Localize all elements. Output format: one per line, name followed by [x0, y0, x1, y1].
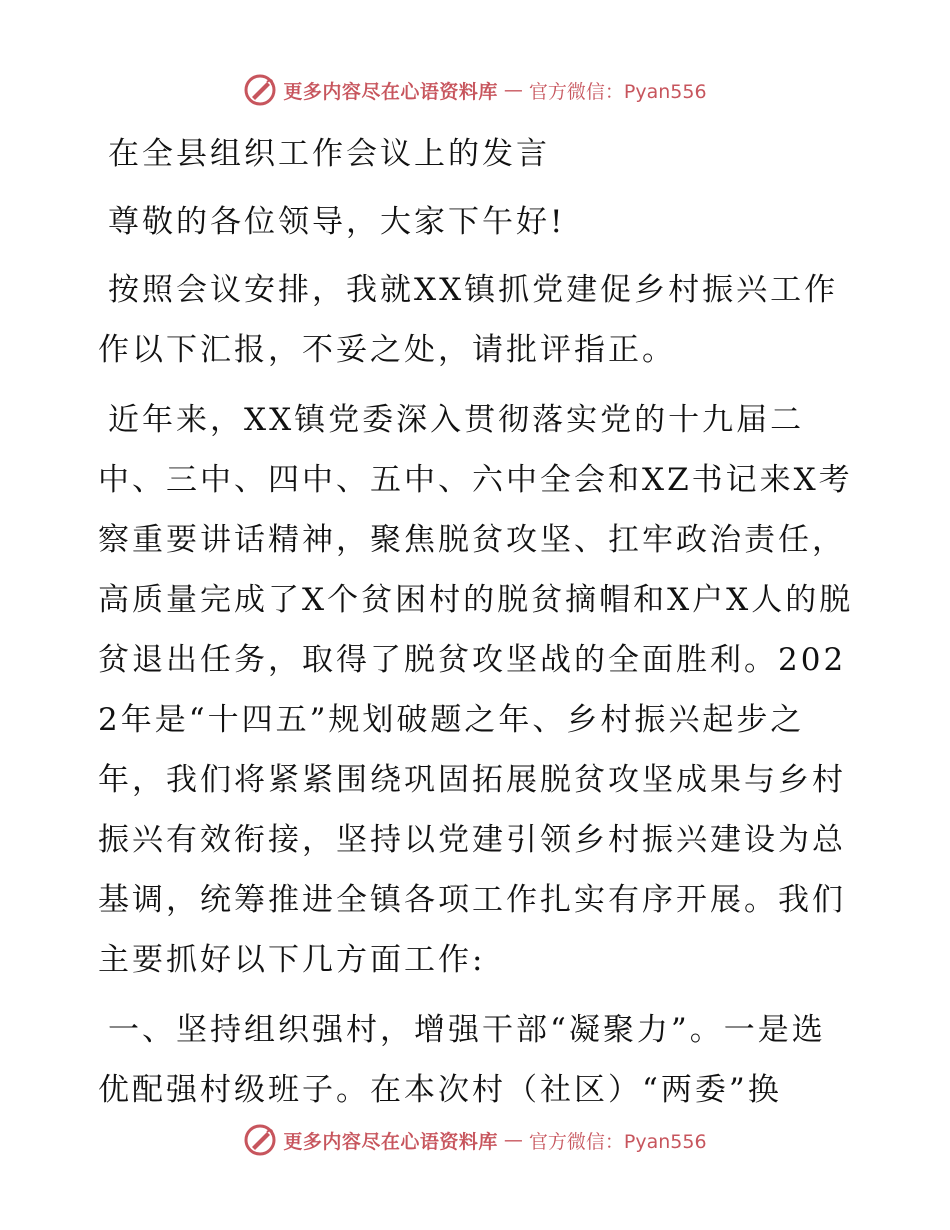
document-greeting: 尊敬的各位领导，大家下午好!	[108, 204, 566, 240]
watermark-brand: 更多内容尽在心语资料库	[283, 1130, 498, 1153]
document-title: 在全县组织工作会议上的发言	[108, 136, 550, 172]
header-watermark	[0, 70, 950, 110]
watermark-separator: —	[503, 79, 523, 101]
paragraph-1: 按照会议安排，我就XX镇抓党建促乡村振兴工作作以下汇报，不妥之处，请批评指正。	[98, 272, 839, 368]
document-body	[98, 124, 858, 1120]
paragraph-3: 一、坚持组织强村，增强干部“凝聚力”。一是选优配强村级班子。在本次村（社区）“两委”换	[98, 1012, 826, 1108]
paragraph-2: 近年来，XX镇党委深入贯彻落实党的十九届二中、三中、四中、五中、六中全会和XZ书记来X考察重要讲话精神，聚焦脱贫攻坚、扛牢政治责任，高质量完成了X个贫困村的脱贫摘帽和X户X人的脱贫退出任务，取得了脱贫攻坚战的全面胜利。2022年是“十四五”规划破题之年、乡村振兴起步之年，我们将紧紧围绕巩固拓展脱贫攻坚成果与乡村振兴有效衔接，坚持以党建引领乡村振兴建设为总基调，统筹推进全镇各项工作扎实有序开展。我们主要抓好以下几方面工作:	[98, 402, 854, 978]
footer-watermark	[0, 1120, 950, 1160]
quill-seal-icon	[243, 73, 277, 107]
watermark-wechat: 官方微信：Pyan556	[528, 80, 707, 103]
watermark-wechat: 官方微信：Pyan556	[528, 1130, 707, 1153]
watermark-separator: —	[503, 1129, 523, 1151]
watermark-brand: 更多内容尽在心语资料库	[283, 80, 498, 103]
quill-seal-icon	[243, 1123, 277, 1157]
